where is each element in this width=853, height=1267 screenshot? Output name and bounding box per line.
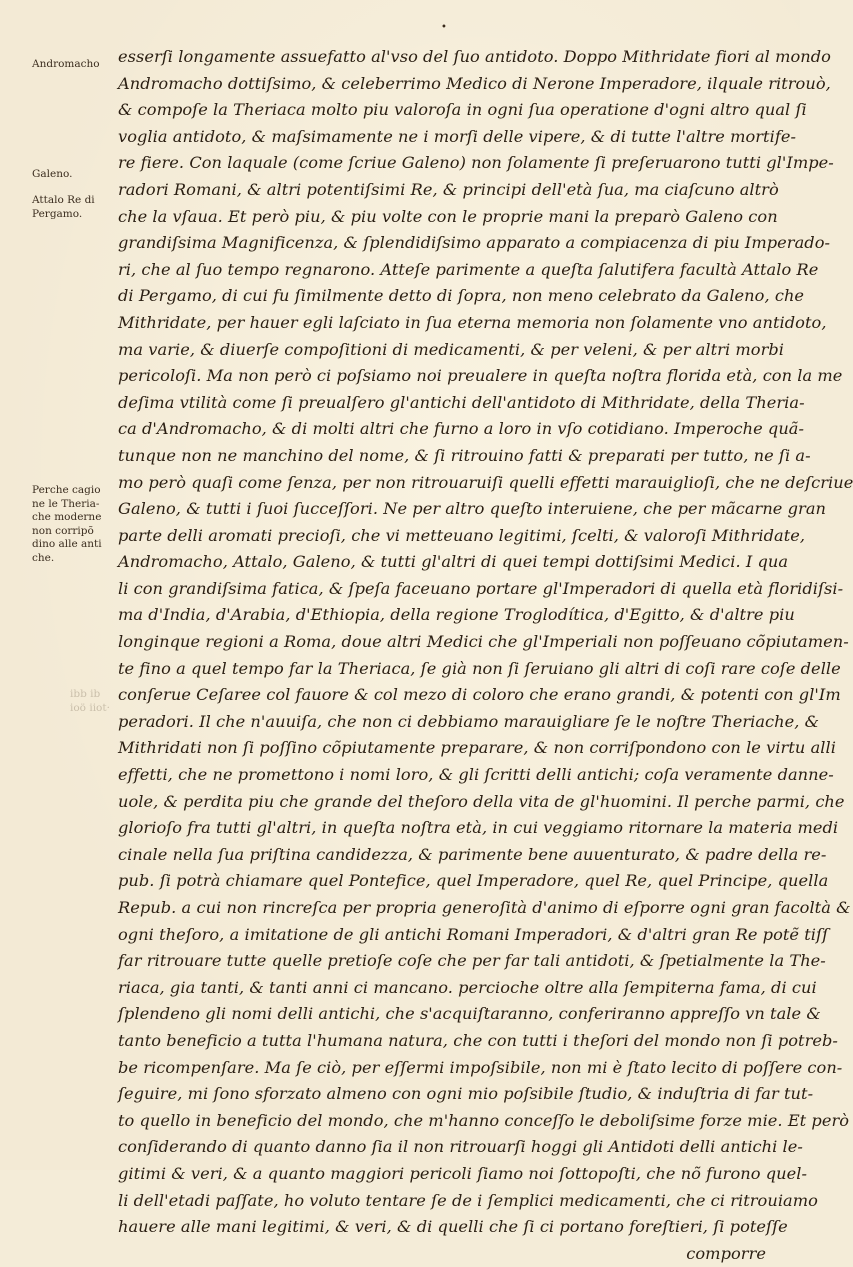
- text-line: Galeno, & tutti i ſuoi ſucceſſori. Ne per altro queſto interuiene, che per mãcarne gran: [118, 499, 826, 519]
- text-line: riaca, gia tanti, & tanti anni ci mancano. percioche oltre alla ſempiterna fama, di cui: [118, 977, 817, 997]
- margin-note-line: non corripõ: [32, 524, 94, 537]
- text-line: li con grandiſsima fatica, & ſpeſa faceuano portare gl'Imperadori di quella età floridiſsi-: [118, 578, 844, 598]
- text-line: ſeguire, mi ſono sforzato almeno con ogni mio poſsibile ſtudio, & induſtria di far tut-: [118, 1084, 814, 1104]
- text-line: voglia antidoto, & maſsimamente ne i morſi delle vipere, & di tutte l'altre mortife-: [118, 126, 797, 146]
- margin-note-line: Pergamo.: [32, 207, 83, 220]
- margin-note-line: Andromacho: [32, 58, 100, 70]
- text-line: longinque regioni a Roma, doue altri Medici che gl'Imperiali non poſſeuano cõpiutamen-: [118, 632, 849, 652]
- text-line: glorioſo fra tutti gl'altri, in queſta noſtra età, in cui veggiamo ritornare la materia medi: [118, 818, 839, 838]
- text-line: te fino a quel tempo far la Theriaca, ſe già non ſi ſeruiano gli altri di coſi rare coſe delle: [118, 658, 841, 678]
- text-line: be ricompenſare. Ma ſe ciò, per eſſermi impoſsibile, non mi è ſtato lecito di poſſere con-: [118, 1057, 843, 1077]
- text-line: cinale nella ſua priſtina candidezza, & parimente bene auuenturato, & padre della re-: [118, 844, 827, 864]
- text-line: Andromacho, Attalo, Galeno, & tutti gl'altri di quei tempi dottiſsimi Medici. I qua: [118, 552, 789, 572]
- margin-note-bleedthrough: [70, 688, 156, 715]
- text-line: ca d'Andromacho, & di molti altri che furno a loro in vſo cotidiano. Imperoche quã-: [118, 419, 805, 439]
- margin-note-line: Perche cagio: [32, 484, 101, 496]
- text-line: Mithridati non ſi poſſino cõpiutamente preparare, & non corriſpondono con le virtu alli: [118, 738, 836, 758]
- text-line: Mithridate, per hauer egli laſciato in ſua eterna memoria non ſolamente vno antidoto,: [118, 312, 827, 332]
- text-line: ma varie, & diuerſe compoſitioni di medicamenti, & per veleni, & per altri morbi: [118, 339, 784, 359]
- text-line: deſima vtilità come ſi preualſero gl'antichi dell'antidoto di Mithridate, della Theria-: [118, 392, 805, 412]
- text-line: hauere alle mani legitimi, & veri, & di quelli che ſi ci portano foreſtieri, ſi poteſſe: [118, 1217, 788, 1237]
- text-line: esserſi longamente assuefatto al'vso del ſuo antidoto. Doppo Mithridate fiori al mondo: [118, 47, 831, 66]
- margin-note-line: ne le Theria-: [32, 497, 100, 510]
- margin-note-andromacho: [32, 58, 118, 72]
- text-line: radori Romani, & altri potentiſsimi Re, & principi dell'età ſua, ma ciaſcuno altrò: [118, 179, 779, 199]
- text-line: li dell'etadi paſſate, ho voluto tentare ſe de i ſemplici medicamenti, che ci ritrouiamo: [118, 1190, 818, 1210]
- text-line: parte delli aromati precioſi, che vi metteuano legitimi, ſcelti, & valoroſi Mithridate,: [118, 525, 806, 545]
- text-line: tanto beneficio a tutta l'humana natura, che con tutti i theſori del mondo non ſi potreb-: [118, 1030, 838, 1050]
- text-line: comporre: [686, 1243, 766, 1263]
- text-line: ri, che al ſuo tempo regnarono. Atteſe parimente a queſta ſalutifera facultà Attalo Re: [118, 259, 819, 279]
- margin-note-line: dino alle anti: [32, 538, 102, 550]
- text-line: gitimi & veri, & a quanto maggiori pericoli ſiamo noi ſottopoſti, che nõ furono quel-: [118, 1163, 808, 1183]
- text-line: ogni theſoro, a imitatione de gli antichi Romani Imperadori, & d'altri gran Re potẽ tiſſ: [118, 924, 829, 944]
- text-line: Andromacho dottiſsimo, & celeberrimo Medico di Nerone Imperadore, ilquale ritrouò,: [118, 73, 831, 93]
- text-line: far ritrouare tutte quelle pretioſe coſe che per far tali antidoti, & ſpetialmente la The-: [118, 951, 826, 971]
- margin-note-perche: [32, 484, 118, 565]
- main-text-block: [118, 44, 853, 1267]
- margin-note-line: Galeno.: [32, 168, 73, 180]
- text-line: effetti, che ne promettono i nomi loro, & gli ſcritti delli antichi; coſa veramente danne-: [118, 765, 834, 785]
- margin-note-line: Attalo Re di: [32, 194, 95, 206]
- margin-note-line: ioö iiot·: [70, 701, 110, 714]
- text-line: & compoſe la Theriaca molto piu valoroſa in ogni ſua operatione d'ogni altro qual ſi: [118, 100, 807, 120]
- text-line: che la vſaua. Et però piu, & piu volte con le proprie mani la preparò Galeno con: [118, 206, 778, 226]
- text-line: di Pergamo, di cui fu ſimilmente detto di ſopra, non meno celebrato da Galeno, che: [118, 286, 805, 306]
- text-line: conſiderando di quanto danno ſia il non ritrouarſi hoggi gli Antidoti delli antichi le-: [118, 1137, 803, 1157]
- text-line: conſerue Ceſaree col fauore & col mezo di coloro che erano grandi, & potenti con gl'Im: [118, 685, 841, 705]
- text-line: to quello in beneficio del mondo, che m'hanno conceſſo le deboliſsime forze mie. Et però: [118, 1110, 850, 1130]
- text-line: grandiſsima Magnificenza, & ſplendidiſsimo apparato a compiacenza di piu Imperado-: [118, 233, 831, 253]
- text-line: ma d'India, d'Arabia, d'Ethiopia, della regione Troglodítica, d'Egitto, & d'altre piu: [118, 605, 795, 625]
- margin-note-attalo: [32, 194, 118, 221]
- text-line: pericoloſi. Ma non però ci poſsiamo noi preualere in queſta noſtra florida età, con la me: [118, 366, 843, 386]
- text-line: tunque non ne manchino del nome, & ſi ritrouino fatti & preparati per tutto, ne ſi a-: [118, 445, 811, 465]
- text-line: mo però quaſi come ſenza, per non ritrouaruiſi quelli effetti marauiglioſi, che ne deſcriue: [118, 472, 853, 492]
- text-line: ſplendeno gli nomi delli antichi, che s'acquiſtaranno, conferiranno appreſſo vn tale &: [118, 1004, 821, 1024]
- margin-note-line: ibb ib: [70, 688, 101, 700]
- text-line: peradori. Il che n'auuiſa, che non ci debbiamo marauigliare ſe le noſtre Theriache, &: [118, 711, 820, 731]
- top-mark: •: [441, 22, 447, 33]
- text-line: pub. ſi potrà chiamare quel Pontefice, quel Imperadore, quel Re, quel Principe, quella: [118, 871, 829, 891]
- margin-note-line: che moderne: [32, 511, 102, 523]
- text-line: Repub. a cui non rincreſca per propria generoſità d'animo di eſporre ogni gran facoltà &: [118, 898, 851, 917]
- margin-note-galeno: [32, 168, 118, 182]
- text-line: uole, & perdita piu che grande del theſoro della vita de gl'huomini. Il perche parmi, che: [118, 791, 845, 811]
- text-line: re fiere. Con laquale (come ſcriue Galeno) non ſolamente ſi preſeruarono tutti gl'Impe-: [118, 153, 834, 173]
- margin-note-line: che.: [32, 551, 55, 564]
